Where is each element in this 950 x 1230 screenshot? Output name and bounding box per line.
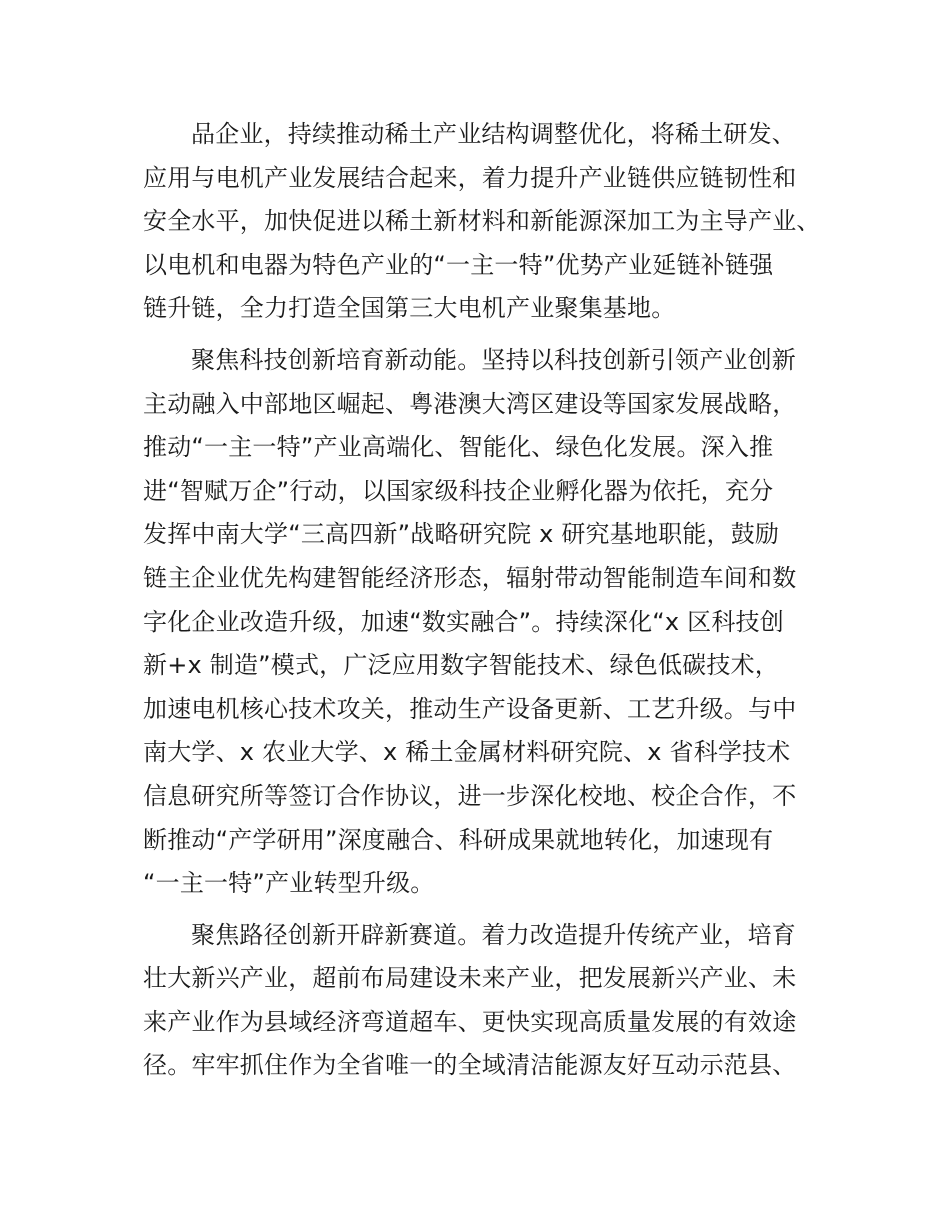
text-line: 发挥中南大学“三高四新”战略研究院 x 研究基地职能，鼓励 — [143, 520, 780, 549]
text-line: 新+x 制造”模式，广泛应用数字智能技术、绿色低碳技术， — [143, 651, 779, 680]
text-line: 链主企业优先构建智能经济形态，辐射带动智能制造车间和数 — [143, 563, 797, 592]
text-line: 断推动“产学研用”深度融合、科研成果就地转化，加速现有 — [143, 825, 774, 854]
text-line: 应用与电机产业发展结合起来，着力提升产业链供应链韧性和 — [143, 163, 797, 192]
paragraph-gap — [143, 331, 823, 339]
paragraph-gap — [143, 906, 823, 914]
text-line: 进“智赋万企”行动，以国家级科技企业孵化器为依托，充分 — [143, 476, 774, 505]
text-line: 以电机和电器为特色产业的“一主一特”优势产业延链补链强 — [143, 250, 774, 279]
text-line: 字化企业改造升级，加速“数实融合”。持续深化“x 区科技创 — [143, 607, 784, 636]
text-line: “一主一特”产业转型升级。 — [143, 869, 435, 898]
text-line: 南大学、x 农业大学、x 稀土金属材料研究院、x 省科学技术 — [143, 738, 791, 767]
text-line: 加速电机核心技术攻关，推动生产设备更新、工艺升级。与中 — [143, 694, 797, 723]
text-line: 安全水平，加快促进以稀土新材料和新能源深加工为主导产业、 — [143, 207, 821, 236]
paragraph-1 — [143, 113, 823, 331]
text-line: 壮大新兴产业，超前布局建设未来产业，把发展新兴产业、未 — [143, 964, 797, 993]
text-line: 推动“一主一特”产业高端化、智能化、绿色化发展。深入推 — [143, 433, 774, 462]
text-line: 聚焦路径创新开辟新赛道。着力改造提升传统产业，培育 — [191, 920, 796, 949]
text-line: 品企业，持续推动稀土产业结构调整优化，将稀土研发、 — [191, 120, 796, 148]
text-line: 链升链，全力打造全国第三大电机产业聚集基地。 — [143, 294, 676, 323]
document-body — [143, 113, 823, 1088]
text-line: 聚焦科技创新培育新动能。坚持以科技创新引领产业创新 — [191, 345, 796, 374]
text-line: 信息研究所等签订合作协议，进一步深化校地、校企合作，不 — [143, 781, 797, 810]
paragraph-2 — [143, 339, 823, 906]
text-line: 径。牢牢抓住作为全省唯一的全域清洁能源友好互动示范县、 — [143, 1051, 797, 1080]
text-line: 来产业作为县域经济弯道超车、更快实现高质量发展的有效途 — [143, 1007, 797, 1036]
paragraph-3 — [143, 914, 823, 1088]
text-line: 主动融入中部地区崛起、粤港澳大湾区建设等国家发展战略， — [143, 389, 797, 418]
